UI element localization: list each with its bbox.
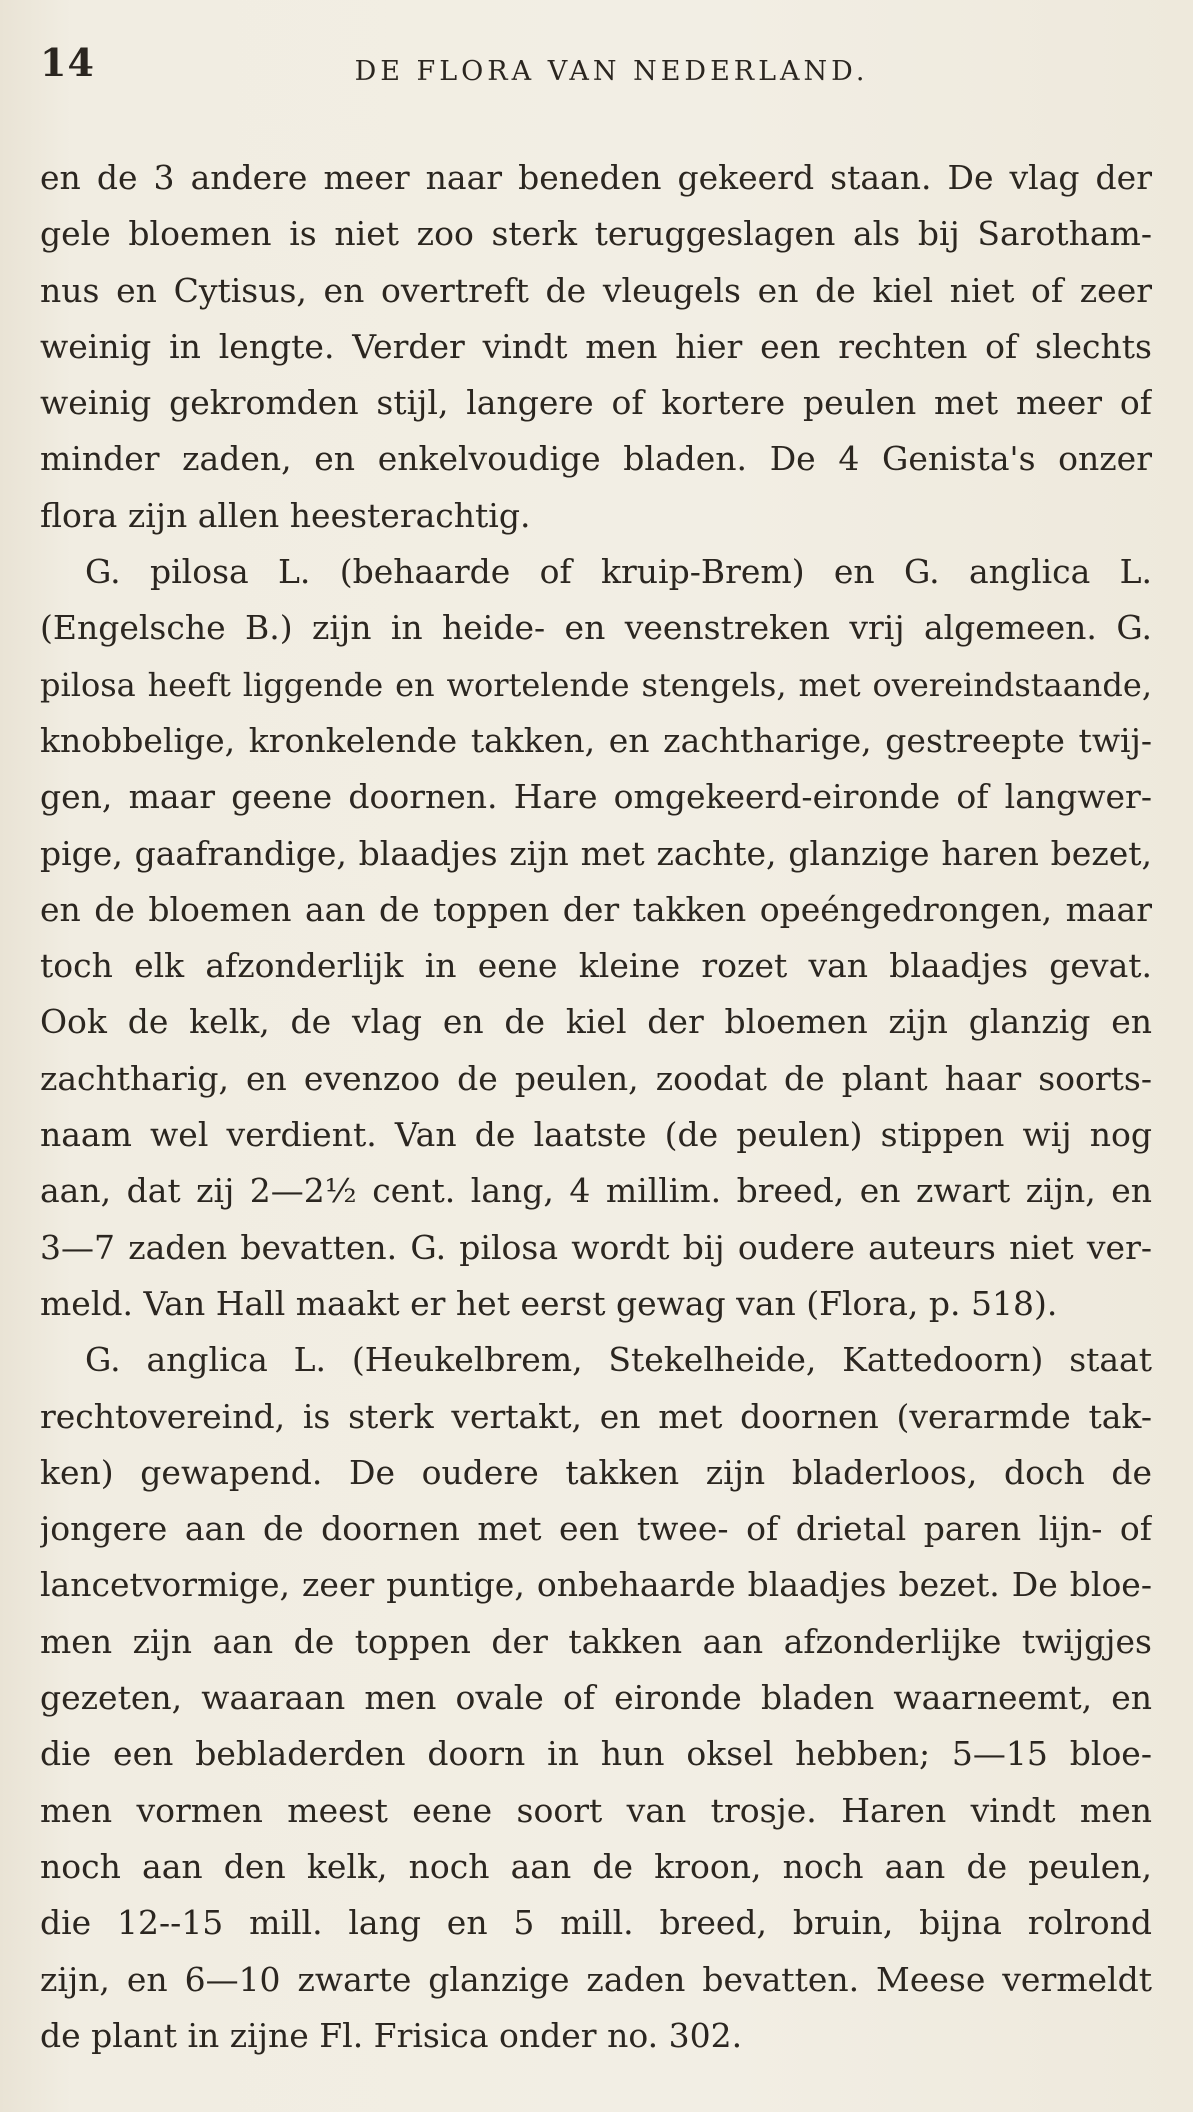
page-header bbox=[40, 40, 1153, 100]
text-line: knobbelige, kronkelende takken, en zachtharige, gestreepte twij- bbox=[40, 720, 1152, 760]
text-line: rechtovereind, is sterk vertakt, en met doornen (verarmde tak- bbox=[40, 1396, 1152, 1436]
text-line: meld. Van Hall maakt er het eerst gewag van (Flora, p. 518). bbox=[40, 1283, 1058, 1323]
text-line: G. pilosa L. (behaarde of kruip-Brem) en G. anglica L. bbox=[85, 552, 1152, 592]
text-line: minder zaden, en enkelvoudige bladen. De 4 Genista's onzer bbox=[40, 439, 1152, 479]
text-line: weinig in lengte. Verder vindt men hier een rechten of slechts bbox=[40, 326, 1152, 366]
text-line: men vormen meest eene soort van trosje. Haren vindt men bbox=[40, 1790, 1152, 1830]
text-line: Ook de kelk, de vlag en de kiel der bloemen zijn glanzig en bbox=[40, 1002, 1152, 1042]
running-head: DE FLORA VAN NEDERLAND. bbox=[354, 56, 869, 87]
text-line: nus en Cytisus, en overtreft de vleugels en de kiel niet of zeer bbox=[40, 270, 1152, 310]
text-line: die 12--15 mill. lang en 5 mill. breed, bruin, bijna rolrond bbox=[40, 1903, 1152, 1943]
text-line: naam wel verdient. Van de laatste (de peulen) stippen wij nog bbox=[40, 1115, 1152, 1155]
page-number: 14 bbox=[40, 40, 95, 85]
text-line: flora zijn allen heesterachtig. bbox=[40, 495, 531, 535]
text-line: zachtharig, en evenzoo de peulen, zoodat de plant haar soorts- bbox=[40, 1058, 1152, 1098]
body-text bbox=[40, 150, 1152, 2064]
text-line: ken) gewapend. De oudere takken zijn bladerloos, doch de bbox=[40, 1452, 1152, 1492]
text-line: noch aan den kelk, noch aan de kroon, noch aan de peulen, bbox=[40, 1846, 1152, 1886]
text-line: weinig gekromden stijl, langere of kortere peulen met meer of bbox=[40, 383, 1152, 423]
text-line: (Engelsche B.) zijn in heide- en veenstreken vrij algemeen. G. bbox=[40, 608, 1152, 648]
text-line: die een bebladerden doorn in hun oksel hebben; 5—15 bloe- bbox=[40, 1734, 1152, 1774]
text-line: de plant in zijne Fl. Frisica onder no. 302. bbox=[40, 2015, 743, 2055]
text-line: 3—7 zaden bevatten. G. pilosa wordt bij oudere auteurs niet ver- bbox=[40, 1227, 1152, 1267]
text-line: en de 3 andere meer naar beneden gekeerd staan. De vlag der bbox=[40, 158, 1152, 197]
text-line: pige, gaafrandige, blaadjes zijn met zachte, glanzige haren bezet, bbox=[40, 833, 1152, 873]
text-line: lancetvormige, zeer puntige, onbehaarde blaadjes bezet. De bloe- bbox=[40, 1565, 1152, 1605]
text-line: men zijn aan de toppen der takken aan afzonderlijke twijgjes bbox=[40, 1621, 1152, 1661]
text-line: gezeten, waaraan men ovale of eironde bladen waarneemt, en bbox=[40, 1678, 1152, 1718]
text-line: pilosa heeft liggende en wortelende stengels, met overeindstaande, bbox=[40, 665, 1152, 704]
text-line: toch elk afzonderlijk in eene kleine rozet van blaadjes gevat. bbox=[40, 946, 1152, 986]
text-line: en de bloemen aan de toppen der takken opeéngedrongen, maar bbox=[40, 889, 1152, 929]
text-line: aan, dat zij 2—2½ cent. lang, 4 millim. breed, en zwart zijn, en bbox=[40, 1171, 1152, 1211]
text-line: jongere aan de doornen met een twee- of drietal paren lijn- of bbox=[40, 1509, 1152, 1549]
text-line: G. anglica L. (Heukelbrem, Stekelheide, Kattedoorn) staat bbox=[85, 1340, 1152, 1380]
text-line: gele bloemen is niet zoo sterk teruggeslagen als bij Sarotham- bbox=[40, 214, 1152, 254]
text-line: zijn, en 6—10 zwarte glanzige zaden bevatten. Meese vermeldt bbox=[40, 1959, 1152, 1999]
text-line: gen, maar geene doornen. Hare omgekeerd-eironde of langwer- bbox=[40, 777, 1152, 817]
